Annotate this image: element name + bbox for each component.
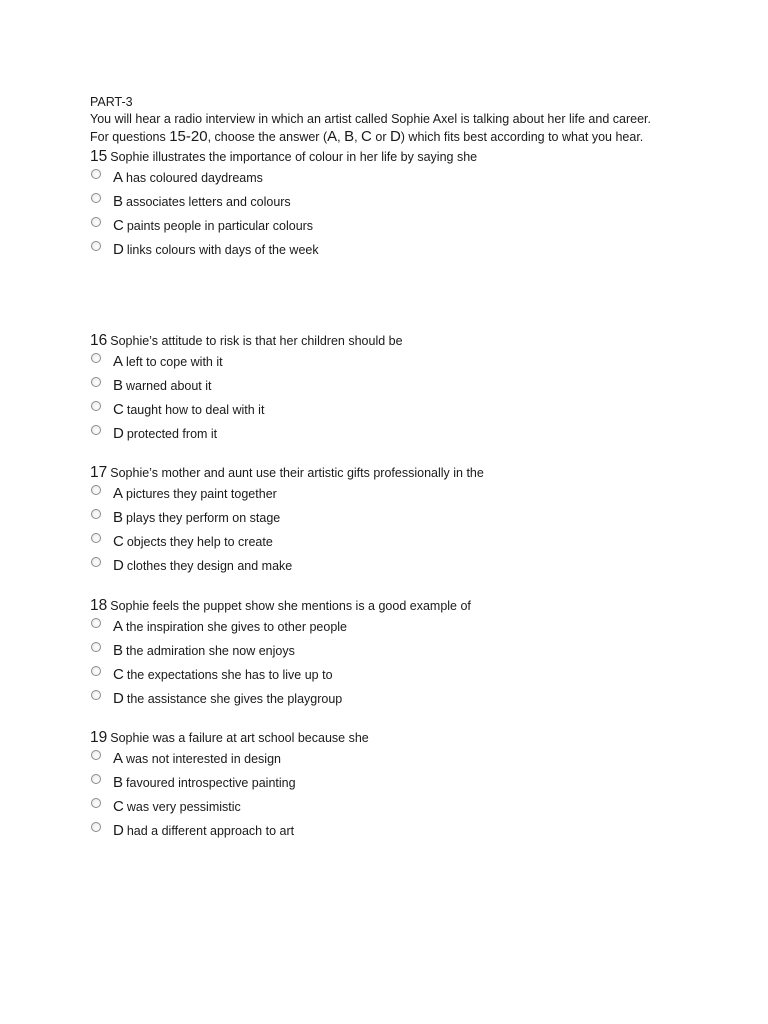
part-heading: PART-3 (90, 95, 133, 109)
option-d[interactable] (90, 554, 730, 578)
question-17 (90, 464, 730, 578)
question-number: 18 (90, 597, 108, 614)
option-text: favoured introspective painting (126, 776, 296, 790)
option-text: associates letters and colours (126, 195, 291, 209)
option-b[interactable] (90, 190, 730, 214)
option-b[interactable] (90, 771, 730, 795)
radio-button-icon[interactable] (91, 241, 101, 251)
option-letter: B (113, 377, 124, 394)
option-a[interactable] (90, 482, 730, 506)
question-19 (90, 729, 730, 843)
instr-letter-a: A (327, 128, 338, 145)
option-text: protected from it (126, 427, 218, 441)
radio-button-icon[interactable] (91, 425, 101, 435)
radio-button-icon[interactable] (91, 193, 101, 203)
option-text: had a different approach to art (126, 824, 295, 838)
option-letter: B (113, 193, 124, 210)
question-stem (90, 148, 730, 166)
radio-button-icon[interactable] (91, 618, 101, 628)
option-d[interactable] (90, 819, 730, 843)
question-text: Sophie’s mother and aunt use their artistic gifts professionally in the (110, 466, 484, 480)
option-text: links colours with days of the week (126, 243, 319, 257)
intro-text: You will hear a radio interview in which an artist called Sophie Axel is talking about her life and career. (90, 112, 651, 126)
question-stem (90, 729, 730, 747)
question-15 (90, 148, 730, 262)
option-text: clothes they design and make (126, 559, 293, 573)
option-c[interactable] (90, 663, 730, 687)
radio-button-icon[interactable] (91, 798, 101, 808)
instr-letter-c: C (361, 128, 372, 145)
option-text: has coloured daydreams (126, 171, 263, 185)
question-16 (90, 332, 730, 446)
question-number: 17 (90, 464, 108, 481)
option-a[interactable] (90, 166, 730, 190)
option-text: was not interested in design (126, 752, 281, 766)
option-text: the admiration she now enjoys (126, 644, 295, 658)
instr-prefix: For questions (90, 130, 170, 144)
radio-button-icon[interactable] (91, 774, 101, 784)
option-a[interactable] (90, 747, 730, 771)
option-text: pictures they paint together (126, 487, 277, 501)
radio-button-icon[interactable] (91, 750, 101, 760)
question-text: Sophie was a failure at art school because she (110, 731, 369, 745)
option-d[interactable] (90, 687, 730, 711)
radio-button-icon[interactable] (91, 353, 101, 363)
instr-sep1: , (337, 130, 345, 144)
radio-button-icon[interactable] (91, 557, 101, 567)
option-text: taught how to deal with it (126, 403, 265, 417)
option-letter: D (113, 690, 124, 707)
option-letter: D (113, 557, 124, 574)
option-letter: C (113, 798, 124, 815)
option-text: the expectations she has to live up to (126, 668, 333, 682)
radio-button-icon[interactable] (91, 485, 101, 495)
option-letter: A (113, 353, 124, 370)
option-letter: D (113, 822, 124, 839)
question-number: 15 (90, 148, 108, 165)
question-stem (90, 332, 730, 350)
radio-button-icon[interactable] (91, 401, 101, 411)
radio-button-icon[interactable] (91, 690, 101, 700)
radio-button-icon[interactable] (91, 666, 101, 676)
option-b[interactable] (90, 639, 730, 663)
instr-sep2: , (354, 130, 362, 144)
radio-button-icon[interactable] (91, 642, 101, 652)
option-letter: C (113, 217, 124, 234)
option-text: the inspiration she gives to other people (126, 620, 347, 634)
option-text: was very pessimistic (126, 800, 241, 814)
radio-button-icon[interactable] (91, 822, 101, 832)
option-letter: B (113, 509, 124, 526)
option-a[interactable] (90, 350, 730, 374)
option-letter: C (113, 533, 124, 550)
question-text: Sophie illustrates the importance of colour in her life by saying she (110, 150, 478, 164)
question-number: 16 (90, 332, 108, 349)
option-b[interactable] (90, 506, 730, 530)
question-text: Sophie feels the puppet show she mentions is a good example of (110, 599, 471, 613)
instr-range: 15-20 (169, 128, 208, 145)
option-letter: D (113, 425, 124, 442)
instr-letter-d: D (389, 128, 401, 145)
option-letter: C (113, 666, 124, 683)
radio-button-icon[interactable] (91, 509, 101, 519)
option-a[interactable] (90, 615, 730, 639)
option-text: left to cope with it (126, 355, 223, 369)
option-text: objects they help to create (126, 535, 273, 549)
option-letter: A (113, 750, 124, 767)
instr-mid: , choose the answer ( (207, 130, 328, 144)
option-letter: A (113, 169, 124, 186)
radio-button-icon[interactable] (91, 533, 101, 543)
option-letter: D (113, 241, 124, 258)
option-c[interactable] (90, 398, 730, 422)
option-text: warned about it (126, 379, 212, 393)
option-c[interactable] (90, 214, 730, 238)
option-text: plays they perform on stage (126, 511, 281, 525)
option-b[interactable] (90, 374, 730, 398)
option-letter: B (113, 642, 124, 659)
option-text: paints people in particular colours (126, 219, 314, 233)
option-letter: A (113, 618, 124, 635)
option-d[interactable] (90, 422, 730, 446)
question-text: Sophie’s attitude to risk is that her children should be (110, 334, 403, 348)
question-stem (90, 464, 730, 482)
option-d[interactable] (90, 238, 730, 262)
option-letter: C (113, 401, 124, 418)
question-number: 19 (90, 729, 108, 746)
instr-suffix: ) which fits best according to what you hear. (400, 130, 644, 144)
option-letter: B (113, 774, 124, 791)
question-18 (90, 597, 730, 711)
option-c[interactable] (90, 795, 730, 819)
option-text: the assistance she gives the playgroup (126, 692, 343, 706)
radio-button-icon[interactable] (91, 169, 101, 179)
option-c[interactable] (90, 530, 730, 554)
instr-or: or (371, 130, 390, 144)
instructions (90, 129, 643, 145)
radio-button-icon[interactable] (91, 377, 101, 387)
option-letter: A (113, 485, 124, 502)
instr-letter-b: B (344, 128, 355, 145)
question-stem (90, 597, 730, 615)
radio-button-icon[interactable] (91, 217, 101, 227)
